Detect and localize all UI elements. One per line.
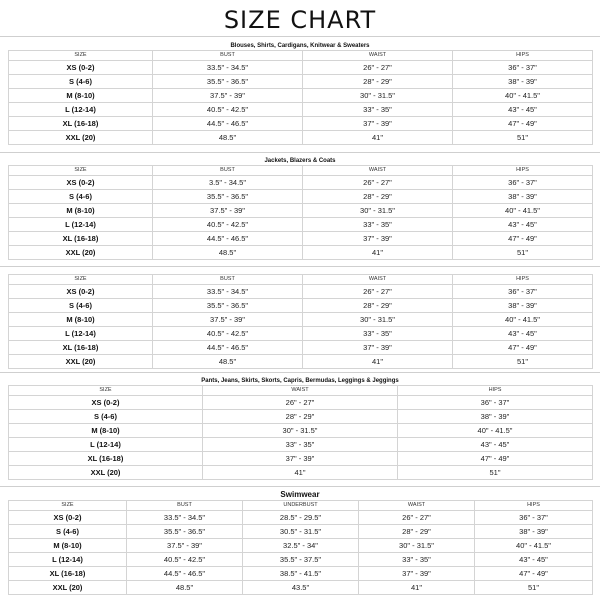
table-cell: 26" - 27" <box>203 396 398 410</box>
table-cell: 33" - 35" <box>203 438 398 452</box>
table-cell: 44.5" - 46.5" <box>153 341 303 355</box>
size-cell: M (8-10) <box>9 424 203 438</box>
table-cell: 26" - 27" <box>359 511 475 525</box>
table-cell: 33.5" - 34.5" <box>153 61 303 75</box>
column-header: SIZE <box>9 501 127 511</box>
table-cell: 30.5" - 31.5" <box>243 525 359 539</box>
table-cell: 40" - 41.5" <box>453 313 593 327</box>
column-header: WAIST <box>303 166 453 176</box>
size-cell: L (12-14) <box>9 103 153 117</box>
table-row <box>9 232 593 246</box>
table-cell: 30" - 31.5" <box>203 424 398 438</box>
table-cell: 36" - 37" <box>398 396 593 410</box>
size-cell: M (8-10) <box>9 539 127 553</box>
table-cell: 37" - 39" <box>303 232 453 246</box>
table-row <box>9 539 593 553</box>
table-cell: 48.5" <box>127 581 243 595</box>
table-cell: 43" - 45" <box>453 327 593 341</box>
table-cell: 28" - 29" <box>303 299 453 313</box>
table-cell: 51" <box>453 355 593 369</box>
size-cell: XL (16-18) <box>9 341 153 355</box>
size-cell: XL (16-18) <box>9 567 127 581</box>
size-cell: L (12-14) <box>9 553 127 567</box>
table-cell: 35.5" - 36.5" <box>127 525 243 539</box>
column-header: SIZE <box>9 386 203 396</box>
divider <box>0 152 600 153</box>
size-cell: S (4-6) <box>9 299 153 313</box>
table-cell: 44.5" - 46.5" <box>153 232 303 246</box>
size-cell: S (4-6) <box>9 525 127 539</box>
divider <box>0 372 600 373</box>
table-cell: 35.5" - 37.5" <box>243 553 359 567</box>
table-cell: 38" - 39" <box>453 75 593 89</box>
table-cell: 3.5" - 34.5" <box>153 176 303 190</box>
size-table <box>8 385 593 480</box>
table-row <box>9 438 593 452</box>
table-header-row <box>9 275 593 285</box>
table-cell: 47" - 49" <box>475 567 593 581</box>
table-row <box>9 511 593 525</box>
section-title: Swimwear <box>280 490 320 499</box>
table-cell: 43" - 45" <box>453 103 593 117</box>
table-cell: 33" - 35" <box>303 327 453 341</box>
table-row <box>9 553 593 567</box>
section-blouses <box>8 42 592 145</box>
size-cell: M (8-10) <box>9 204 153 218</box>
column-header: HIPS <box>398 386 593 396</box>
table-cell: 43" - 45" <box>475 553 593 567</box>
table-cell: 51" <box>398 466 593 480</box>
size-cell: XL (16-18) <box>9 232 153 246</box>
size-cell: XS (0-2) <box>9 396 203 410</box>
table-cell: 37" - 39" <box>303 117 453 131</box>
table-cell: 28" - 29" <box>303 190 453 204</box>
table-header-row <box>9 166 593 176</box>
table-row <box>9 341 593 355</box>
table-cell: 33.5" - 34.5" <box>127 511 243 525</box>
column-header: SIZE <box>9 51 153 61</box>
section-title: Jackets, Blazers & Coats <box>264 158 336 164</box>
table-row <box>9 190 593 204</box>
table-cell: 38.5" - 41.5" <box>243 567 359 581</box>
table-cell: 32.5" - 34" <box>243 539 359 553</box>
section-untitled <box>8 274 592 369</box>
table-row <box>9 581 593 595</box>
table-header-row <box>9 51 593 61</box>
table-cell: 51" <box>453 246 593 260</box>
size-table <box>8 500 593 595</box>
size-cell: S (4-6) <box>9 410 203 424</box>
column-header: BUST <box>153 275 303 285</box>
table-cell: 30" - 31.5" <box>303 89 453 103</box>
column-header: BUST <box>153 51 303 61</box>
table-cell: 40.5" - 42.5" <box>153 327 303 341</box>
table-cell: 43.5" <box>243 581 359 595</box>
table-row <box>9 355 593 369</box>
table-row <box>9 410 593 424</box>
table-row <box>9 327 593 341</box>
table-cell: 33.5" - 34.5" <box>153 285 303 299</box>
column-header: BUST <box>127 501 243 511</box>
table-cell: 41" <box>203 466 398 480</box>
table-cell: 47" - 49" <box>398 452 593 466</box>
column-header: UNDERBUST <box>243 501 359 511</box>
table-cell: 30" - 31.5" <box>303 204 453 218</box>
table-cell: 40.5" - 42.5" <box>153 103 303 117</box>
size-cell: XL (16-18) <box>9 452 203 466</box>
table-cell: 37" - 39" <box>359 567 475 581</box>
size-cell: M (8-10) <box>9 313 153 327</box>
table-cell: 37" - 39" <box>203 452 398 466</box>
table-cell: 26" - 27" <box>303 176 453 190</box>
size-cell: M (8-10) <box>9 89 153 103</box>
table-cell: 37" - 39" <box>303 341 453 355</box>
table-cell: 47" - 49" <box>453 341 593 355</box>
table-cell: 47" - 49" <box>453 232 593 246</box>
table-cell: 44.5" - 46.5" <box>127 567 243 581</box>
table-cell: 41" <box>303 246 453 260</box>
table-cell: 51" <box>475 581 593 595</box>
page-title: SIZE CHART <box>223 6 377 34</box>
table-row <box>9 75 593 89</box>
table-row <box>9 176 593 190</box>
divider <box>0 36 600 37</box>
table-header-row <box>9 501 593 511</box>
table-cell: 30" - 31.5" <box>303 313 453 327</box>
section-swimwear <box>8 490 592 595</box>
size-cell: XS (0-2) <box>9 61 153 75</box>
table-cell: 28.5" - 29.5" <box>243 511 359 525</box>
size-cell: XS (0-2) <box>9 511 127 525</box>
table-cell: 43" - 45" <box>453 218 593 232</box>
section-jackets <box>8 157 592 260</box>
table-row <box>9 204 593 218</box>
table-row <box>9 396 593 410</box>
size-cell: XXL (20) <box>9 355 153 369</box>
table-row <box>9 61 593 75</box>
table-row <box>9 313 593 327</box>
table-row <box>9 452 593 466</box>
table-cell: 40" - 41.5" <box>453 89 593 103</box>
size-cell: XXL (20) <box>9 581 127 595</box>
size-cell: XXL (20) <box>9 131 153 145</box>
size-cell: L (12-14) <box>9 218 153 232</box>
table-cell: 40.5" - 42.5" <box>127 553 243 567</box>
table-cell: 48.5" <box>153 355 303 369</box>
table-cell: 38" - 39" <box>475 525 593 539</box>
size-cell: L (12-14) <box>9 327 153 341</box>
table-row <box>9 299 593 313</box>
table-row <box>9 218 593 232</box>
table-row <box>9 285 593 299</box>
table-cell: 26" - 27" <box>303 285 453 299</box>
size-cell: XXL (20) <box>9 466 203 480</box>
size-table <box>8 165 593 260</box>
table-row <box>9 466 593 480</box>
size-cell: S (4-6) <box>9 75 153 89</box>
table-cell: 48.5" <box>153 131 303 145</box>
table-cell: 43" - 45" <box>398 438 593 452</box>
table-cell: 38" - 39" <box>453 190 593 204</box>
size-cell: XL (16-18) <box>9 117 153 131</box>
table-header-row <box>9 386 593 396</box>
table-cell: 37.5" - 39" <box>153 204 303 218</box>
table-cell: 51" <box>453 131 593 145</box>
column-header: WAIST <box>303 275 453 285</box>
table-row <box>9 103 593 117</box>
table-cell: 38" - 39" <box>453 299 593 313</box>
column-header: SIZE <box>9 166 153 176</box>
table-cell: 33" - 35" <box>359 553 475 567</box>
table-cell: 40" - 41.5" <box>475 539 593 553</box>
table-row <box>9 246 593 260</box>
table-row <box>9 525 593 539</box>
size-cell: S (4-6) <box>9 190 153 204</box>
table-row <box>9 424 593 438</box>
table-cell: 37.5" - 39" <box>153 89 303 103</box>
column-header: HIPS <box>453 166 593 176</box>
table-cell: 37.5" - 39" <box>153 313 303 327</box>
table-cell: 35.5" - 36.5" <box>153 299 303 313</box>
table-cell: 26" - 27" <box>303 61 453 75</box>
size-table <box>8 50 593 145</box>
table-cell: 40.5" - 42.5" <box>153 218 303 232</box>
table-row <box>9 117 593 131</box>
table-cell: 41" <box>303 131 453 145</box>
divider <box>0 266 600 267</box>
table-row <box>9 567 593 581</box>
table-cell: 36" - 37" <box>453 285 593 299</box>
size-table <box>8 274 593 369</box>
table-cell: 41" <box>359 581 475 595</box>
table-cell: 33" - 35" <box>303 103 453 117</box>
column-header: WAIST <box>303 51 453 61</box>
table-cell: 37.5" - 39" <box>127 539 243 553</box>
size-cell: XXL (20) <box>9 246 153 260</box>
section-title: Pants, Jeans, Skirts, Skorts, Capris, Bermudas, Leggings & Jeggings <box>201 378 399 384</box>
table-cell: 36" - 37" <box>475 511 593 525</box>
size-cell: L (12-14) <box>9 438 203 452</box>
column-header: BUST <box>153 166 303 176</box>
table-cell: 40" - 41.5" <box>453 204 593 218</box>
table-cell: 28" - 29" <box>303 75 453 89</box>
table-cell: 40" - 41.5" <box>398 424 593 438</box>
table-cell: 28" - 29" <box>359 525 475 539</box>
table-cell: 35.5" - 36.5" <box>153 190 303 204</box>
column-header: SIZE <box>9 275 153 285</box>
divider <box>0 486 600 487</box>
column-header: HIPS <box>475 501 593 511</box>
table-cell: 30" - 31.5" <box>359 539 475 553</box>
column-header: HIPS <box>453 51 593 61</box>
table-cell: 47" - 49" <box>453 117 593 131</box>
table-cell: 38" - 39" <box>398 410 593 424</box>
table-cell: 48.5" <box>153 246 303 260</box>
table-row <box>9 131 593 145</box>
size-cell: XS (0-2) <box>9 285 153 299</box>
column-header: WAIST <box>359 501 475 511</box>
table-row <box>9 89 593 103</box>
section-title: Blouses, Shirts, Cardigans, Knitwear & Sweaters <box>230 43 370 49</box>
table-cell: 41" <box>303 355 453 369</box>
table-cell: 36" - 37" <box>453 61 593 75</box>
table-cell: 33" - 35" <box>303 218 453 232</box>
table-cell: 36" - 37" <box>453 176 593 190</box>
table-cell: 44.5" - 46.5" <box>153 117 303 131</box>
column-header: HIPS <box>453 275 593 285</box>
column-header: WAIST <box>203 386 398 396</box>
section-pants <box>8 377 592 480</box>
table-cell: 35.5" - 36.5" <box>153 75 303 89</box>
size-cell: XS (0-2) <box>9 176 153 190</box>
table-cell: 28" - 29" <box>203 410 398 424</box>
